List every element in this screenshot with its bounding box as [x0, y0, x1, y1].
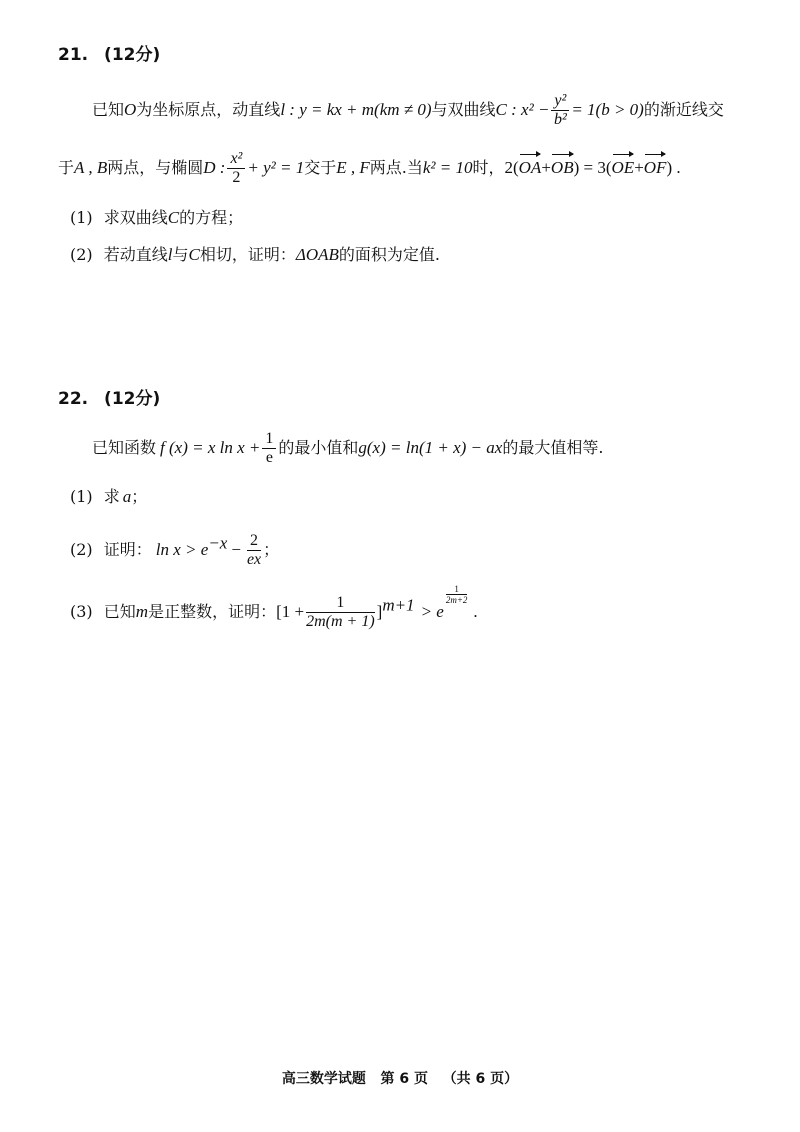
- q21-hyperbola-lhs: C : x² −: [495, 100, 550, 119]
- q22-minus: −: [231, 540, 241, 559]
- q21-text: 已知: [92, 100, 125, 119]
- part-label: (2): [70, 245, 93, 264]
- vector-OA: OA: [519, 152, 542, 180]
- part-text: 求: [103, 487, 120, 506]
- q22-greater-than-e: > e: [420, 602, 444, 621]
- q21-vec-eq: ) = 3(: [573, 158, 612, 177]
- fraction-numerator: x²: [227, 150, 245, 169]
- fraction-denominator: b²: [553, 111, 567, 128]
- fraction-denominator: e: [265, 449, 273, 466]
- fraction-numerator: 1: [306, 594, 375, 613]
- q21-hyperbola-rhs: = 1(b > 0): [571, 100, 644, 119]
- fraction-denominator: ex: [246, 551, 262, 568]
- q21-points: (12分): [104, 45, 161, 65]
- q22-exponent: −x: [208, 533, 228, 553]
- part-text: ；: [131, 487, 148, 506]
- q21-plus: +: [541, 158, 551, 177]
- q21-text: 交于: [304, 158, 337, 177]
- part-text: 的方程；: [179, 208, 244, 227]
- q22-text: 已知函数: [92, 438, 157, 457]
- q22-f-definition: f (x) = x ln x +: [160, 438, 261, 457]
- fraction-numerator: y²: [551, 92, 569, 111]
- part-text: 证明：: [103, 540, 152, 559]
- q21-hyperbola-fraction: [551, 92, 569, 129]
- q21-text: 的渐近线交: [643, 100, 724, 119]
- part-label: (1): [70, 487, 93, 506]
- q22-part2: [70, 532, 279, 569]
- part-text: 求双曲线: [103, 208, 168, 227]
- fraction-denominator: 2: [232, 169, 241, 186]
- q21-vec-eq: 2(: [504, 158, 519, 177]
- part-text: 与: [172, 245, 189, 264]
- q22-f-fraction: [262, 430, 276, 467]
- part-text: 若动直线: [103, 245, 168, 264]
- q22-text: 的最大值相等.: [502, 438, 604, 457]
- q21-var-C: C: [167, 208, 180, 227]
- q22-part3-fraction: [306, 594, 375, 631]
- q22-heading: [58, 384, 160, 409]
- part-text: 已知: [103, 602, 136, 621]
- q21-k-condition: k² = 10: [422, 158, 473, 177]
- q21-text: 两点，与椭圆: [107, 158, 204, 177]
- q22-exponent: m+1: [382, 595, 415, 615]
- q22-text: 的最小值和: [278, 438, 359, 457]
- q21-text: 为坐标原点，动直线: [136, 100, 281, 119]
- q21-var-l: l: [167, 245, 173, 264]
- q21-var-O: O: [124, 100, 137, 119]
- part-label: (1): [70, 208, 93, 227]
- part-text: 的面积为定值.: [338, 245, 441, 264]
- q21-text: 时，: [472, 158, 505, 177]
- q21-number: 21.: [58, 45, 89, 65]
- q21-line-equation: l : y = kx + m(km ≠ 0): [280, 100, 432, 119]
- fraction-numerator: 2: [247, 532, 261, 551]
- q21-part2: [70, 243, 440, 267]
- vector-OE: OE: [612, 152, 635, 180]
- vector-OF: OF: [644, 152, 667, 180]
- q21-text: 与双曲线: [431, 100, 496, 119]
- q21-ellipse-fraction: [227, 150, 245, 187]
- q21-points-AB: A , B: [74, 158, 108, 177]
- q21-text: 于: [58, 158, 75, 177]
- q22-exp-fraction: [446, 584, 468, 605]
- part-label: (2): [70, 540, 93, 559]
- part-text: 相切，证明：: [199, 245, 296, 264]
- q21-stem-line1: [92, 92, 724, 129]
- q22-number: 22.: [58, 389, 89, 409]
- vector-OB: OB: [551, 152, 574, 180]
- q21-ellipse-rhs: + y² = 1: [247, 158, 305, 177]
- q22-bracket-close: ]: [376, 602, 383, 621]
- q21-part1: [70, 206, 243, 230]
- q21-triangle-OAB: ΔOAB: [295, 245, 339, 264]
- q21-text: 两点.当: [369, 158, 423, 177]
- q22-points: (12分): [104, 389, 161, 409]
- fraction-denominator: 2m+2: [445, 595, 468, 605]
- q22-bracket-open: [1 +: [276, 602, 305, 621]
- q22-part2-fraction: [247, 532, 261, 569]
- q22-part3: [70, 584, 478, 631]
- q22-var-m: m: [135, 602, 149, 621]
- q22-stem: [92, 430, 603, 467]
- page-footer: 高三数学试题 第 6 页 （共 6 页）: [281, 1071, 519, 1087]
- part-label: (3): [70, 602, 93, 621]
- q21-points-EF: E , F: [336, 158, 370, 177]
- q22-part1: [70, 485, 147, 509]
- q21-ellipse-lhs: D :: [203, 158, 226, 177]
- part-text: 是正整数，证明：: [148, 602, 277, 621]
- fraction-denominator: 2m(m + 1): [306, 613, 375, 630]
- fraction-numerator: 1: [262, 430, 276, 449]
- q21-vec-eq: ) .: [666, 158, 681, 177]
- q21-var-C: C: [188, 245, 200, 264]
- q22-var-a: a: [122, 487, 132, 506]
- q21-stem-line2: [58, 150, 681, 187]
- fraction-numerator: 1: [446, 584, 468, 595]
- part-text: ；: [263, 540, 280, 559]
- q21-plus: +: [634, 158, 644, 177]
- q21-heading: [58, 40, 160, 65]
- part-text: .: [473, 602, 478, 621]
- q22-inequality-lhs: ln x > e: [155, 540, 209, 559]
- q22-g-definition: g(x) = ln(1 + x) − ax: [358, 438, 503, 457]
